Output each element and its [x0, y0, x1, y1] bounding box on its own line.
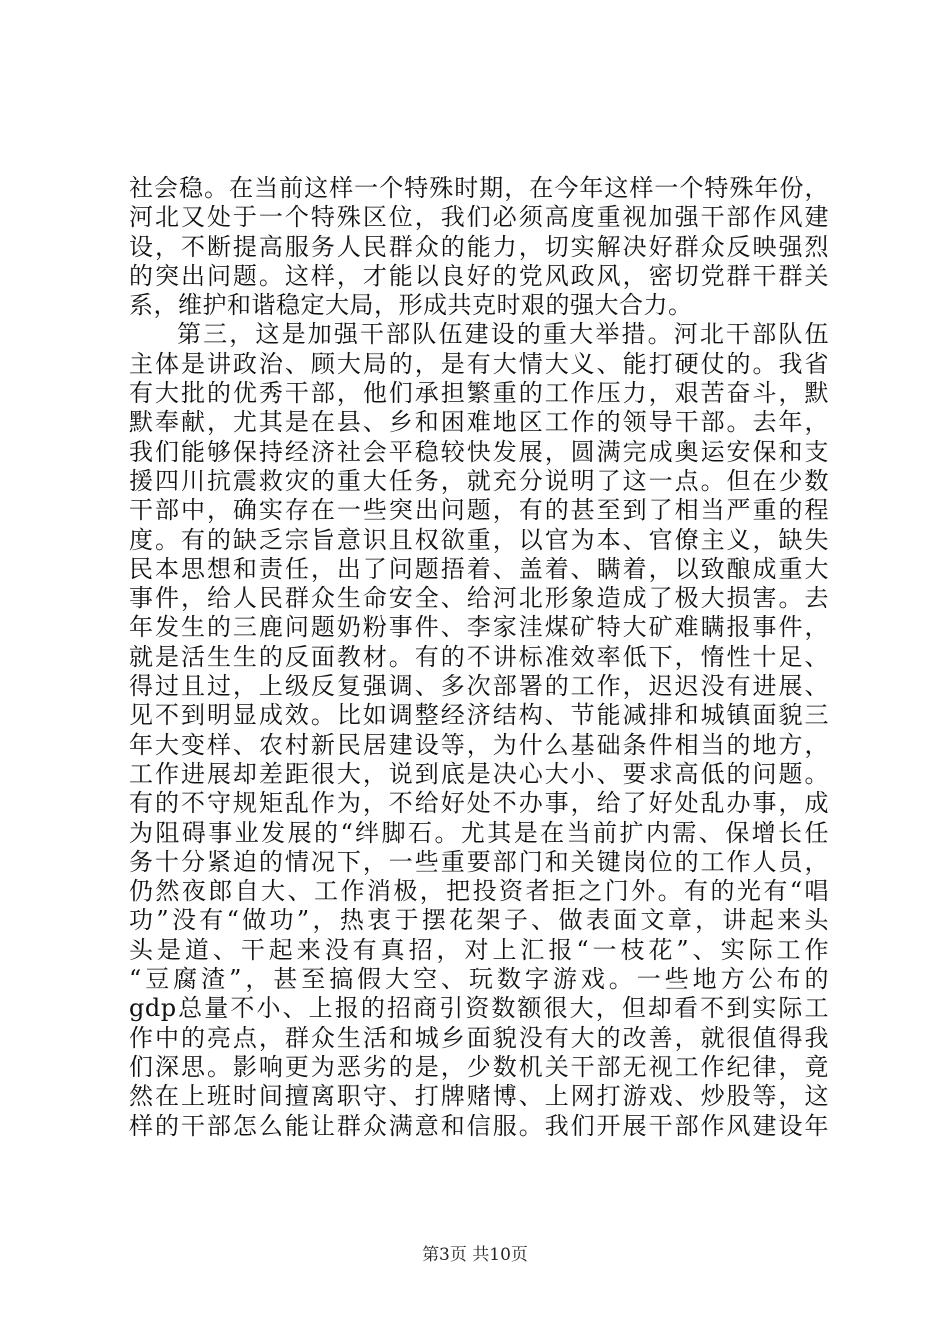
text-line: 工作进展却差距很大，说到底是决心大小、要求高低的问题。: [129, 759, 829, 788]
text-line: “豆腐渣”，甚至搞假大空、玩数字游戏。一些地方公布的: [129, 965, 829, 994]
text-line: 们深思。影响更为恶劣的是，少数机关干部无视工作纪律，竟: [129, 1052, 829, 1081]
text-line: 有大批的优秀干部，他们承担繁重的工作压力，艰苦奋斗，默: [129, 379, 829, 408]
text-line: 功”没有“做功”，热衷于摆花架子、做表面文章，讲起来头: [129, 906, 829, 935]
paragraph-first-line: 第三，这是加强干部队伍建设的重大举措。河北干部队伍: [177, 320, 829, 349]
text-line: 干部中，确实存在一些突出问题，有的甚至到了相当严重的程: [129, 496, 829, 525]
text-line: 仍然夜郎自大、工作消极，把投资者拒之门外。有的光有“唱: [129, 877, 829, 906]
text-line: 然在上班时间擅离职守、打牌赌博、上网打游戏、炒股等，这: [129, 1082, 829, 1111]
text-line: 度。有的缺乏宗旨意识且权欲重，以官为本、官僚主义，缺失: [129, 525, 829, 554]
text-line: 年发生的三鹿问题奶粉事件、李家洼煤矿特大矿难瞒报事件，: [129, 613, 829, 642]
text-line: 援四川抗震救灾的重大任务，就充分说明了这一点。但在少数: [129, 466, 829, 495]
text-line: 系，维护和谐稳定大局，形成共克时艰的强大合力。: [129, 291, 693, 320]
text-line: 民本思想和责任，出了问题捂着、盖着、瞒着，以致酿成重大: [129, 554, 829, 583]
text-line: 得过且过，上级反复强调、多次部署的工作，迟迟没有进展、: [129, 672, 829, 701]
text-line: 河北又处于一个特殊区位，我们必须高度重视加强干部作风建: [129, 203, 829, 232]
document-body: [129, 174, 829, 1141]
text-line: 为阻碍事业发展的“绊脚石。尤其是在当前扩内需、保增长任: [129, 818, 829, 847]
text-line: 年大变样、农村新民居建设等，为什么基础条件相当的地方，: [129, 730, 829, 759]
text-line: 有的不守规矩乱作为，不给好处不办事，给了好处乱办事，成: [129, 789, 829, 818]
text-line: 样的干部怎么能让群众满意和信服。我们开展干部作风建设年: [129, 1111, 829, 1140]
text-line: 就是活生生的反面教材。有的不讲标准效率低下，惰性十足、: [129, 642, 829, 671]
page-number-footer: 第3页 共10页: [422, 1245, 528, 1265]
text-line: 事件，给人民群众生命安全、给河北形象造成了极大损害。去: [129, 584, 829, 613]
text-line: 的突出问题。这样，才能以良好的党风政风，密切党群干群关: [129, 261, 829, 290]
text-line: 主体是讲政治、顾大局的，是有大情大义、能打硬仗的。我省: [129, 349, 829, 378]
text-line: 默奉献，尤其是在县、乡和困难地区工作的领导干部。去年，: [129, 408, 829, 437]
text-line: 见不到明显成效。比如调整经济结构、节能减排和城镇面貌三: [129, 701, 829, 730]
text-line: 设，不断提高服务人民群众的能力，切实解决好群众反映强烈: [129, 232, 829, 261]
text-line: 我们能够保持经济社会平稳较快发展，圆满完成奥运安保和支: [129, 437, 829, 466]
text-line: 头是道、干起来没有真招，对上汇报“一枝花”、实际工作: [129, 935, 829, 964]
text-line: gdp总量不小、上报的招商引资数额很大，但却看不到实际工: [129, 994, 829, 1023]
text-line: 社会稳。在当前这样一个特殊时期，在今年这样一个特殊年份，: [129, 174, 829, 202]
text-line: 作中的亮点，群众生活和城乡面貌没有大的改善，就很值得我: [129, 1023, 829, 1052]
text-line: 务十分紧迫的情况下，一些重要部门和关键岗位的工作人员，: [129, 847, 829, 876]
